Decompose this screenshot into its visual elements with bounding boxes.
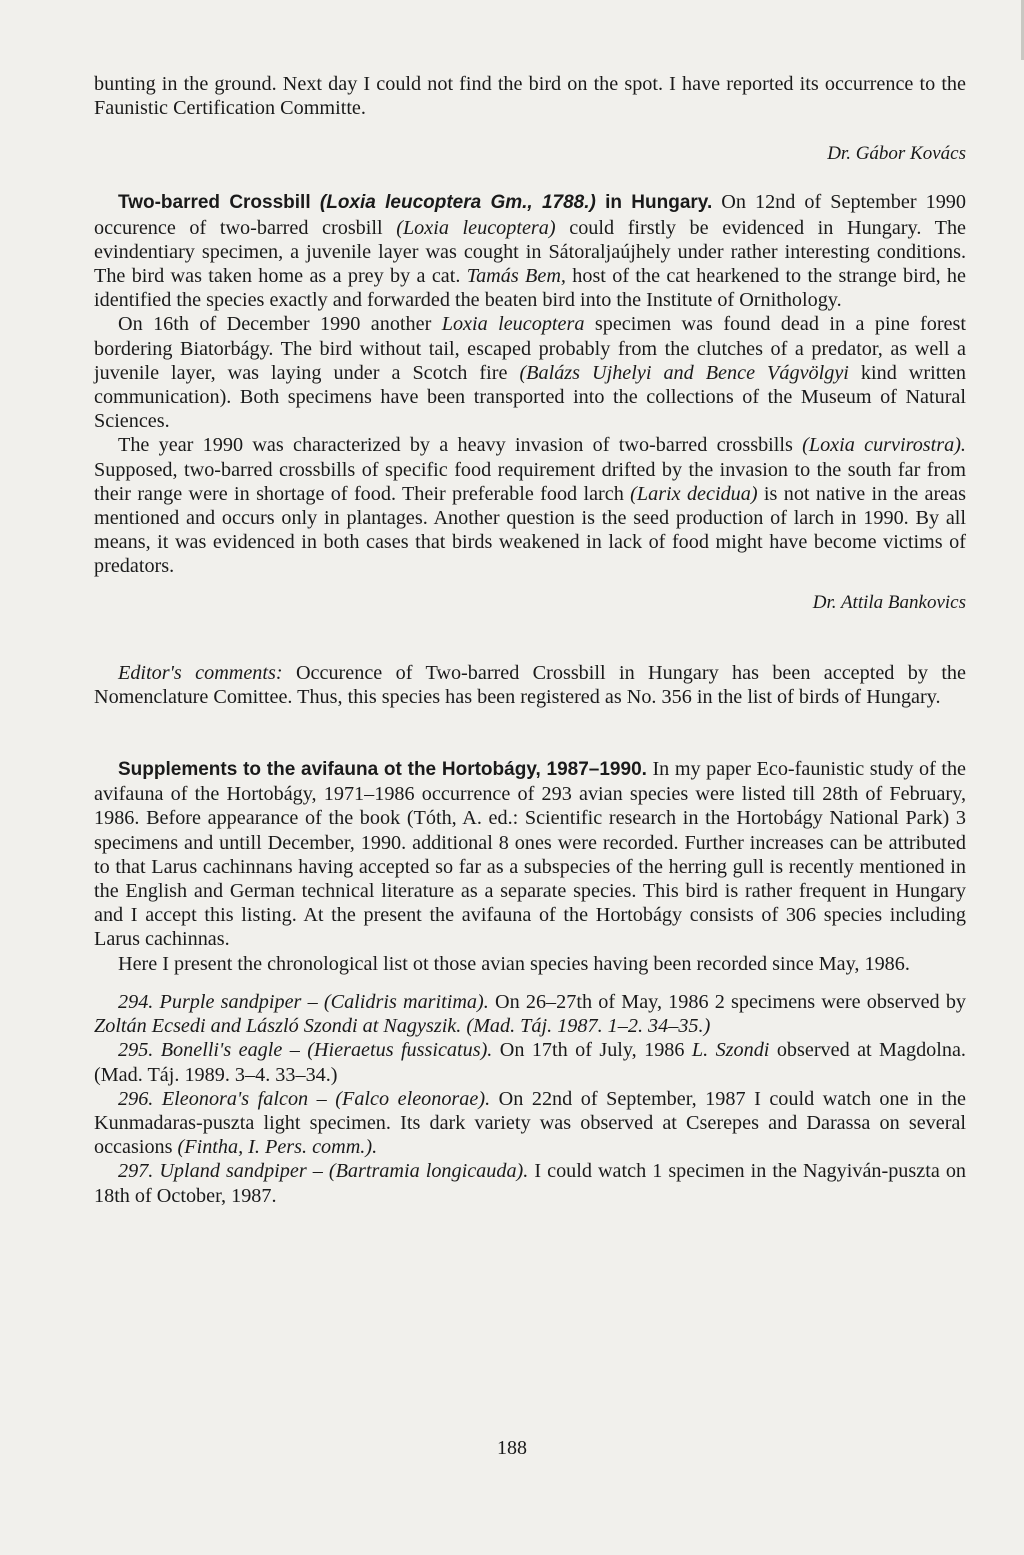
crossbill-paragraph-3: [94, 433, 966, 578]
signature-kovacs: Dr. Gábor Kovács: [827, 143, 966, 165]
crossbill-heading-latin: (Loxia leucoptera Gm., 1788.): [319, 192, 596, 214]
supplements-paragraph-2: Here I present the chronological list ot those avian species having been recorded since May, 1986.: [118, 952, 910, 975]
supplements-paragraph-1: [94, 757, 966, 952]
intro-paragraph: bunting in the ground. Next day I could not find the bird on the spot. I have reported its occurrence to the Faunistic Certification Committe.: [94, 73, 966, 120]
text-run: could firstly be evidenced in Hungary. The evindentiary specimen, a juvenile layer was cought in Sátoraljaújhely under rather interesting conditions. The bird was taken home as a prey by a cat.: [94, 216, 967, 288]
text-run: I could watch 1 specimen in the Nagyiván-puszta on 18th of October, 1987.: [94, 1160, 967, 1207]
crossbill-heading-end: in Hungary.: [595, 192, 713, 214]
crossbill-paragraph-1: [94, 190, 966, 312]
species-entry-296: [94, 1087, 966, 1160]
text-run: observed at Magdolna. (Mad. Táj. 1989. 3–4. 33–34.): [94, 1039, 966, 1086]
latin-name: (Loxia leucoptera): [396, 216, 556, 239]
text-run: Supposed, two-barred crossbills of specific food requirement drifted by the invasion to the south far from their range were in shortage of food. Their preferable food larch: [94, 458, 966, 505]
person-name: Tamás Bem,: [466, 265, 566, 288]
species-title: 297. Upland sandpiper – (Bartramia longicauda).: [118, 1160, 529, 1183]
editor-comment: [94, 661, 966, 709]
observer-reference: Zoltán Ecsedi and László Szondi at Nagyszik. (Mad. Táj. 1987. 1–2. 34–35.): [94, 1015, 711, 1038]
signature-bankovics: Dr. Attila Bankovics: [812, 591, 966, 613]
person-name: (Balázs Ujhelyi and Bence Vágvölgyi: [519, 361, 849, 384]
crossbill-heading-start: Two-barred Crossbill: [118, 192, 320, 214]
text-run: On 17th of July, 1986: [492, 1039, 692, 1062]
page-number: 188: [497, 1437, 527, 1459]
crossbill-paragraph-2: [94, 312, 966, 433]
species-entry-295: [94, 1038, 966, 1086]
text-run: specimen was found dead in a pine forest bordering Biatorbágy. The bird without tail, escaped probably from the clutches of a predator, as well a juvenile layer, was laying under a Scotch fire: [94, 313, 966, 384]
observer-reference: (Fintha, I. Pers. comm.).: [177, 1136, 378, 1159]
latin-name: Loxia leucoptera: [441, 313, 585, 336]
text-run: The year 1990 was characterized by a heavy invasion of two-barred crossbills: [118, 434, 803, 457]
text-run: kind written communication). Both specimens have been transported into the collections of the Museum of Natural Sciences.: [94, 361, 966, 433]
species-title: 295. Bonelli's eagle – (Hieraetus fussicatus).: [118, 1039, 493, 1062]
observer-name: L. Szondi: [691, 1039, 770, 1062]
latin-name: (Loxia curvirostra).: [802, 434, 966, 457]
species-entry-297: [94, 1159, 966, 1207]
text-run: On 22nd of September, 1987 I could watch one in the Kunmadaras-puszta light specimen. Its dark variety was observed at Cserepes and Darassa on several occasions: [94, 1087, 966, 1159]
text-run: On 26–27th of May, 1986 2 specimens were observed by: [488, 990, 967, 1013]
crossbill-heading: [118, 192, 712, 213]
text-run: is not native in the areas mentioned and occurs only in plantages. Another question is the seed production of larch in 1990. By all means, it was evidenced in both cases that birds weakened in lack of food might have become victims of predators.: [94, 482, 966, 578]
text-run: host of the cat hearkened to the strange bird, he identified the species exactly and forwarded the beaten bird into the Institute of Ornithology.: [94, 265, 966, 312]
supplements-heading: Supplements to the avifauna ot the Hortobágy, 1987–1990.: [118, 759, 647, 781]
species-title: 294. Purple sandpiper – (Calidris maritima).: [118, 990, 489, 1013]
text-run: On 12nd of September 1990 occurence of two-barred crosbill: [94, 191, 966, 239]
text-run: In my paper Eco-faunistic study of the avifauna of the Hortobágy, 1971–1986 occurrence of 293 avian species were listed till 28th of February, 1986. Before appearance of the book (Tóth, A. ed.: Scientific research in the Hortobágy National Park) 3 specimens and untill December, 1990. additional 8 ones were recorded. Further increases can be attributed to that Larus cachinnans having accepted so far as a subspecies of the herring gull is recently mentioned in the English and German technical literature as a separate species. This bird is rather frequent in Hungary and I accept this listing. At the present the avifauna of the Hortobágy consists of 306 species including Larus cachinnas.: [94, 758, 966, 951]
species-entry-294: [94, 990, 966, 1038]
species-title: 296. Eleonora's falcon – (Falco eleonorae).: [118, 1087, 491, 1110]
editor-comment-text: Occurence of Two-barred Crossbill in Hungary has been accepted by the Nomenclature Comittee. Thus, this species has been registered as No. 356 in the list of birds of Hungary.: [94, 661, 966, 708]
editor-comment-label: Editor's comments:: [118, 661, 283, 684]
latin-name: (Larix decidua): [630, 482, 758, 505]
text-run: On 16th of December 1990 another: [118, 313, 442, 336]
